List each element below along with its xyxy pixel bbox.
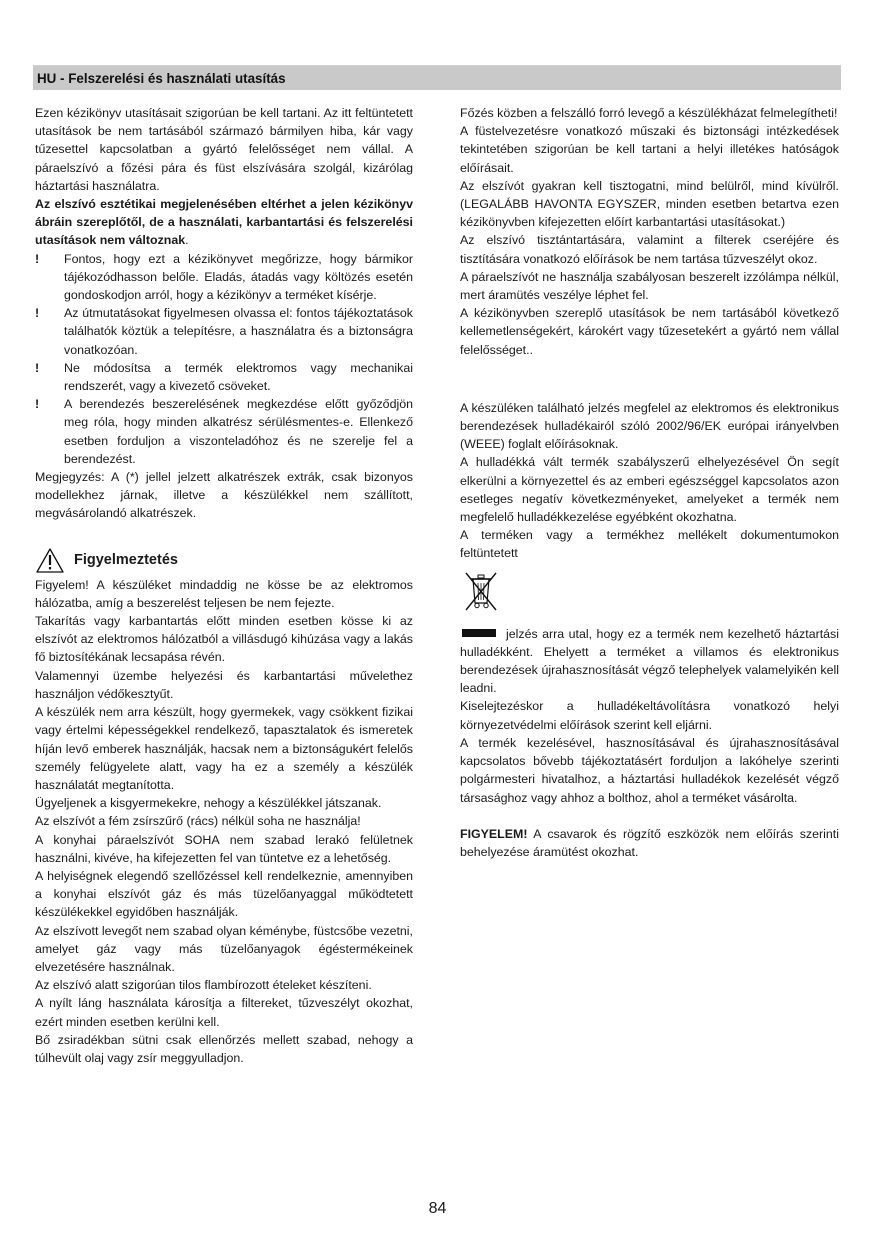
bold-note-text: Az elszívó esztétikai megjelenésében eltérhet a jelen kézikönyv ábráin szereplőtől, de a használati, karbantartási és felszerelési utasítások nem változnak (35, 197, 413, 248)
final-warning-text: A csavarok és rögzítő eszközök nem előírás szerinti behelyezése áramütést okozhat. (460, 826, 839, 859)
page-number: 84 (428, 1200, 447, 1217)
bullet-text: Fontos, hogy ezt a kézikönyvet megőrizze, hogy bármikor tájékozódhasson belőle. Eladás, átadás vagy költözés esetén gondoskodjon arról, hogy a kézikönyv a terméket kísérje. (64, 251, 413, 303)
intro-paragraph: Ezen kézikönyv utasításait szigorúan be kell tartani. Az itt feltüntetett utasítások be nem tartásából származó bármilyen hiba, kár vagy tűzesettel kapcsolatban a gyártó felelősséget nem vállal. A páraelszívó a főzési pára és füst elszívására szolgál, kizárólag háztartási használatra. (35, 106, 413, 193)
bullet-text: A berendezés beszerelésének megkezdése előtt győződjön meg róla, hogy minden alkatrész sérülésmentes-e. Ellenkező esetben forduljon a viszonteladóhoz és ne szerelje fel a berendezést. (64, 397, 413, 466)
left-column (35, 104, 413, 1067)
warning-paragraph: Ügyeljenek a kisgyermekekre, nehogy a készülékkel játszanak. (35, 796, 382, 811)
safety-paragraph: A páraelszívót ne használja szabályosan beszerelt izzólámpa nélkül, mert áramütés veszélye léphet fel. (460, 269, 839, 303)
warning-paragraph: Az elszívott levegőt nem szabad olyan kéménybe, füstcsőbe vezetni, amelyet gáz vagy más tüzelőanyagok égéstermékeinek elvezetésére használnak. (35, 923, 413, 974)
exclamation-icon: ! (35, 251, 40, 266)
solid-bar-icon (462, 629, 496, 637)
safety-paragraph: A kézikönyvben szereplő utasítások be nem tartásából következő kellemetlenségekért, károkért vagy tűzesetekért a gyártó nem vállal felelősséget.. (460, 306, 839, 357)
note-paragraph: Megjegyzés: A (*) jellel jelzett alkatrészek extrák, csak bizonyos modellekhez járnak, illetve a készülékkel nem szállított, megvásárolandó alkatrészek. (35, 470, 413, 521)
bullet-text: Az útmutatásokat figyelmesen olvassa el: fontos tájékoztatások találhatók köztük a telepítésre, a használatra és a biztonságra vonatkozóan. (64, 306, 413, 357)
section-title: HU - Felszerelési és használati utasítás (37, 71, 286, 86)
symbol-text: jelzés arra utal, hogy ez a termék nem kezelhető háztartási hulladékként. Ehelyett a terméket a villamos és elektronikus berendezések újrahasznosítását végző telephelyek valamelyikén kell leadni. (460, 626, 839, 696)
warning-paragraph: Takarítás vagy karbantartás előtt minden esetben kösse ki az elszívót az elektromos hálózatból a villásdugó kihúzása vagy a lakás fő biztosítékának lecsapása révén. (35, 614, 413, 665)
warning-paragraph: Valamennyi üzembe helyezési és karbantartási művelethez használjon védőkesztyűt. (35, 668, 413, 701)
safety-paragraph: Az elszívó tisztántartására, valamint a filterek cseréjére és tisztítására vonatkozó előírások be nem tartása tűzveszélyt okoz. (460, 233, 839, 266)
final-warning-label: FIGYELEM! (460, 826, 528, 841)
exclamation-icon: ! (35, 397, 40, 412)
spacer (460, 807, 839, 825)
warning-triangle-icon (35, 547, 65, 574)
warning-paragraph: Az elszívót a fém zsírszűrő (rács) nélkül soha ne használja! (35, 814, 361, 829)
bullet-item (35, 359, 413, 395)
section-header (33, 65, 841, 90)
warning-paragraph: A helyiségnek elegendő szellőzéssel kell rendelkeznie, amennyiben a konyhai elszívót gáz és más tüzelőanyaggal működtetett készülékekkel egyidőben használják. (35, 868, 413, 920)
final-warning (460, 825, 839, 861)
bold-note-end: . (185, 233, 189, 248)
weee-paragraph: A hulladékká vált termék szabályszerű elhelyezésével Ön segít elkerülni a környezettel és az emberi egészséggel kapcsolatos azon esetleges negatív következményeket, amelyeket a termék nem megfelelő hulladékkezelése egyébként okozhatna. (460, 455, 839, 525)
warning-paragraph: Bő zsiradékban sütni csak ellenőrzés mellett szabad, nehogy a túlhevült olaj vagy zsír meggyulladjon. (35, 1032, 413, 1065)
exclamation-icon: ! (35, 306, 40, 321)
weee-paragraph: A készüléken található jelzés megfelel az elektromos és elektronikus berendezések hulladékairól szóló 2002/96/EK európai irányelvben (WEEE) foglalt előírásoknak. (460, 400, 839, 452)
weee-paragraph: A terméken vagy a termékhez mellékelt dokumentumokon feltüntetett (460, 528, 839, 561)
warning-title: Figyelmeztetés (74, 552, 178, 569)
bold-note (35, 195, 413, 250)
safety-paragraph: A füstelvezetésre vonatkozó műszaki és biztonsági intézkedések tekintetében szigorúan be kell tartani a helyi illetékes hatóságok előírásait. (460, 124, 839, 175)
right-column (460, 104, 839, 861)
bullet-item (35, 395, 413, 468)
warning-heading (35, 547, 413, 574)
warning-paragraph: A készülék nem arra készült, hogy gyermekek, vagy csökkent fizikai vagy értelmi képességekkel rendelkező, tapasztalatok és ismeretek híján levő emberek használják, hacsak nem a biztonságukért felelős személy felügyelete alatt, vagy ha ez a személy a készülék használatát megtanította. (35, 705, 413, 792)
warning-paragraph: A konyhai páraelszívót SOHA nem szabad lerakó felületnek használni, kivéve, ha kifejezetten fel van tüntetve ez a lehetőség. (35, 832, 413, 865)
exclamation-icon: ! (35, 360, 40, 375)
spacer (460, 359, 839, 399)
disposal-paragraph: A termék kezelésével, hasznosításával és újrahasznosításával kapcsolatos bővebb tájékoztatásért forduljon a lakóhelye szerinti polgármesteri hivatalhoz, a háztartási hulladékok kezelését végző társasághoz vagy ahhoz a bolthoz, ahol a terméket vásárolta. (460, 735, 839, 805)
warning-paragraph: Az elszívó alatt szigorúan tilos flambírozott ételeket készíteni. (35, 978, 372, 993)
safety-paragraph: Főzés közben a felszálló forró levegő a készülékházat felmelegítheti! (460, 106, 838, 120)
bullet-item (35, 304, 413, 359)
warning-paragraph: Figyelem! A készüléket mindaddig ne kösse be az elektromos hálózatba, amíg a beszerelést teljesen be nem fejezte. (35, 577, 413, 610)
bullet-item (35, 250, 413, 305)
bullet-text: Ne módosítsa a termék elektromos vagy mechanikai rendszerét, vagy a kivezető csöveket. (64, 360, 413, 394)
safety-paragraph: Az elszívót gyakran kell tisztogatni, mind belülről, mind kívülről. (LEGALÁBB HAVONTA EGYSZER, minden esetben betartva ezen kézikönyvben kifejezetten előírt karbantartási utasításokat.) (460, 178, 839, 230)
warning-paragraph: A nyílt láng használata károsítja a filtereket, tűzveszélyt okozhat, ezért minden esetben kerülni kell. (35, 996, 413, 1029)
symbol-paragraph (460, 625, 839, 698)
disposal-paragraph: Kiselejtezéskor a hulladékeltávolításra vonatkozó helyi környezetvédelmi előírások szerint kell eljárni. (460, 699, 839, 732)
crossed-bin-icon (463, 569, 499, 613)
weee-symbol-block (460, 569, 839, 625)
